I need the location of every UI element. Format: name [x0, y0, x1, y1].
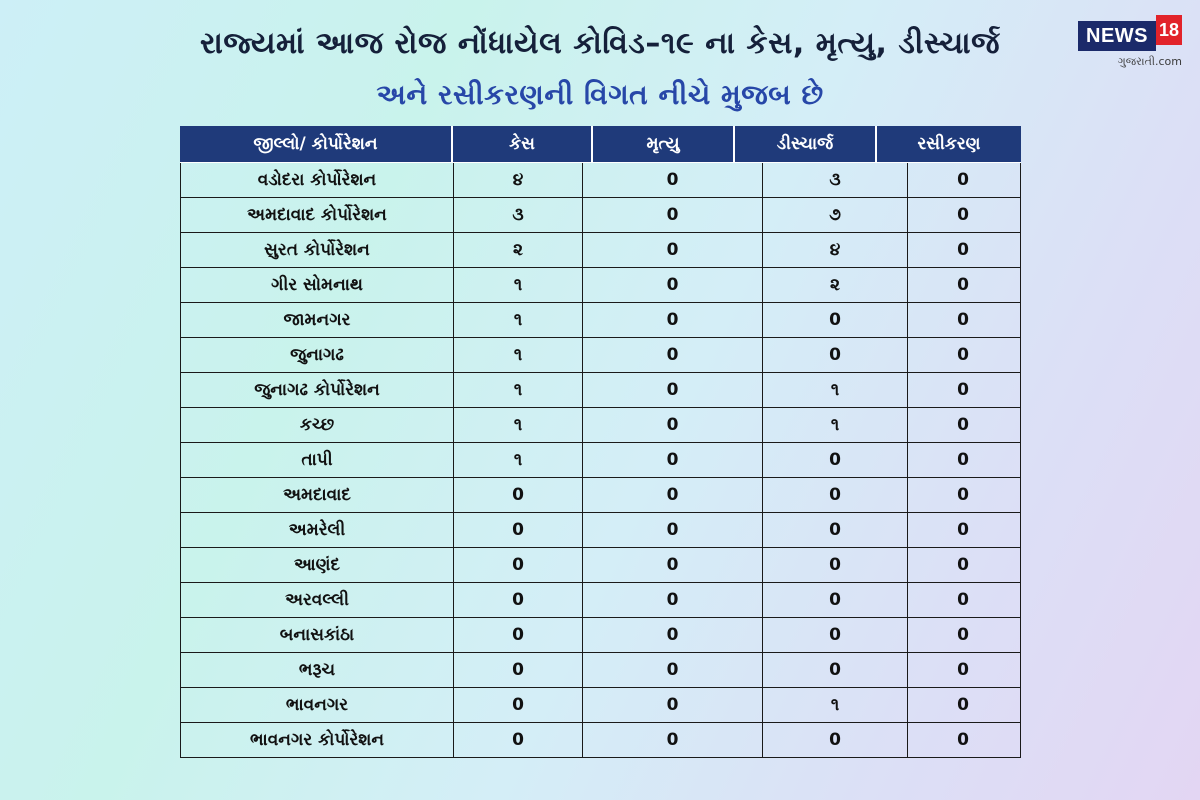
table-row	[181, 723, 1020, 758]
news18-logo	[1078, 15, 1182, 71]
cell-discharge: ૧	[763, 688, 908, 722]
cell-district: વડોદરા કોર્પોરેશન	[181, 163, 454, 197]
cell-district: અમદાવાદ કોર્પોરેશન	[181, 198, 454, 232]
cell-district: ગીર સોમનાથ	[181, 268, 454, 302]
cell-district: અમરેલી	[181, 513, 454, 547]
cell-deaths: 0	[583, 163, 763, 197]
cell-discharge: ૩	[763, 163, 908, 197]
cell-vaccination: 0	[957, 520, 969, 540]
cell-vaccination: 0	[957, 345, 969, 365]
table-row	[181, 478, 1020, 513]
cell-district: આણંદ	[181, 548, 454, 582]
cell-cases: ૧	[454, 373, 583, 407]
table-row	[181, 688, 1020, 723]
cell-cases: ૪	[454, 163, 583, 197]
cell-discharge: 0	[763, 548, 908, 582]
cell-deaths: 0	[583, 268, 763, 302]
logo-number: 18	[1156, 15, 1182, 45]
cell-deaths: 0	[583, 478, 763, 512]
cell-district: ભાવનગર કોર્પોરેશન	[181, 723, 454, 757]
cell-cases: ૧	[454, 443, 583, 477]
cell-deaths: 0	[583, 583, 763, 617]
table-row	[181, 268, 1020, 303]
cell-discharge: ૧	[763, 373, 908, 407]
cell-discharge: 0	[763, 303, 908, 337]
table-row	[181, 338, 1020, 373]
cell-vaccination: 0	[957, 415, 969, 435]
cell-district: બનાસકાંઠા	[181, 618, 454, 652]
cell-vaccination: 0	[957, 555, 969, 575]
header-district: જીલ્લો/ કોર્પોરેશન	[180, 126, 453, 162]
header-vaccination: રસીકરણ	[917, 134, 981, 154]
cell-vaccination: 0	[957, 590, 969, 610]
cell-discharge: 0	[763, 723, 908, 757]
cell-deaths: 0	[583, 618, 763, 652]
table-row	[181, 408, 1020, 443]
cell-discharge: 0	[763, 583, 908, 617]
cell-district: અરવલ્લી	[181, 583, 454, 617]
cell-district: ભરૂચ	[181, 653, 454, 687]
cell-vaccination: 0	[957, 625, 969, 645]
cell-cases: ૧	[454, 303, 583, 337]
table-row	[181, 373, 1020, 408]
cell-cases: 0	[454, 688, 583, 722]
cell-cases: 0	[454, 618, 583, 652]
cell-deaths: 0	[583, 548, 763, 582]
cell-cases: 0	[454, 548, 583, 582]
cell-deaths: 0	[583, 198, 763, 232]
logo-word: NEWS	[1078, 21, 1156, 51]
cell-deaths: 0	[583, 233, 763, 267]
covid-table	[180, 126, 1021, 758]
cell-deaths: 0	[583, 373, 763, 407]
cell-deaths: 0	[583, 408, 763, 442]
table-row	[181, 513, 1020, 548]
cell-cases: 0	[454, 723, 583, 757]
table-row	[181, 583, 1020, 618]
cell-discharge: 0	[763, 478, 908, 512]
cell-cases: ૧	[454, 338, 583, 372]
logo-subtitle: ગુજરાતી.com	[1117, 55, 1182, 68]
page-title: રાજ્યમાં આજ રોજ નોંધાયેલ કોવિડ–૧૯ ના કેસ, મૃત્યુ, ડીસ્ચાર્જ	[200, 26, 1000, 61]
table-header	[180, 126, 1021, 163]
cell-discharge: 0	[763, 618, 908, 652]
table-row	[181, 233, 1020, 268]
cell-vaccination: 0	[957, 205, 969, 225]
cell-vaccination: 0	[957, 380, 969, 400]
cell-discharge: 0	[763, 338, 908, 372]
cell-vaccination: 0	[957, 730, 969, 750]
table-row	[181, 303, 1020, 338]
cell-district: કચ્છ	[181, 408, 454, 442]
cell-district: જુનાગઢ	[181, 338, 454, 372]
cell-cases: ૨	[454, 233, 583, 267]
cell-cases: ૧	[454, 268, 583, 302]
cell-cases: ૩	[454, 198, 583, 232]
cell-vaccination: 0	[957, 240, 969, 260]
cell-district: તાપી	[181, 443, 454, 477]
cell-deaths: 0	[583, 303, 763, 337]
cell-deaths: 0	[583, 688, 763, 722]
cell-cases: 0	[454, 478, 583, 512]
cell-district: સુરત કોર્પોરેશન	[181, 233, 454, 267]
cell-deaths: 0	[583, 513, 763, 547]
cell-vaccination: 0	[957, 275, 969, 295]
cell-discharge: 0	[763, 653, 908, 687]
header-discharge: ડીસ્ચાર્જ	[735, 126, 877, 162]
cell-deaths: 0	[583, 443, 763, 477]
cell-district: ભાવનગર	[181, 688, 454, 722]
cell-district: જામનગર	[181, 303, 454, 337]
header-cases: કેસ	[453, 126, 593, 162]
cell-discharge: ૧	[763, 408, 908, 442]
cell-district: જુનાગઢ કોર્પોરેશન	[181, 373, 454, 407]
cell-cases: 0	[454, 653, 583, 687]
cell-vaccination: 0	[957, 695, 969, 715]
cell-discharge: ૨	[763, 268, 908, 302]
cell-vaccination: 0	[957, 660, 969, 680]
table-row	[181, 618, 1020, 653]
header-deaths: મૃત્યુ	[593, 126, 735, 162]
cell-discharge: 0	[763, 513, 908, 547]
table-row	[181, 653, 1020, 688]
cell-vaccination: 0	[957, 450, 969, 470]
table-body	[180, 163, 1021, 758]
cell-vaccination: 0	[957, 170, 969, 190]
table-row	[181, 548, 1020, 583]
cell-vaccination: 0	[957, 310, 969, 330]
cell-cases: ૧	[454, 408, 583, 442]
cell-deaths: 0	[583, 338, 763, 372]
cell-discharge: ૪	[763, 233, 908, 267]
cell-cases: 0	[454, 513, 583, 547]
page-subtitle: અને રસીકરણની વિગત નીચે મુજબ છે	[376, 78, 824, 111]
cell-discharge: 0	[763, 443, 908, 477]
table-row	[181, 443, 1020, 478]
cell-cases: 0	[454, 583, 583, 617]
cell-vaccination: 0	[957, 485, 969, 505]
cell-deaths: 0	[583, 723, 763, 757]
cell-discharge: ૭	[763, 198, 908, 232]
cell-deaths: 0	[583, 653, 763, 687]
table-row	[181, 198, 1020, 233]
table-row	[181, 163, 1020, 198]
cell-district: અમદાવાદ	[181, 478, 454, 512]
